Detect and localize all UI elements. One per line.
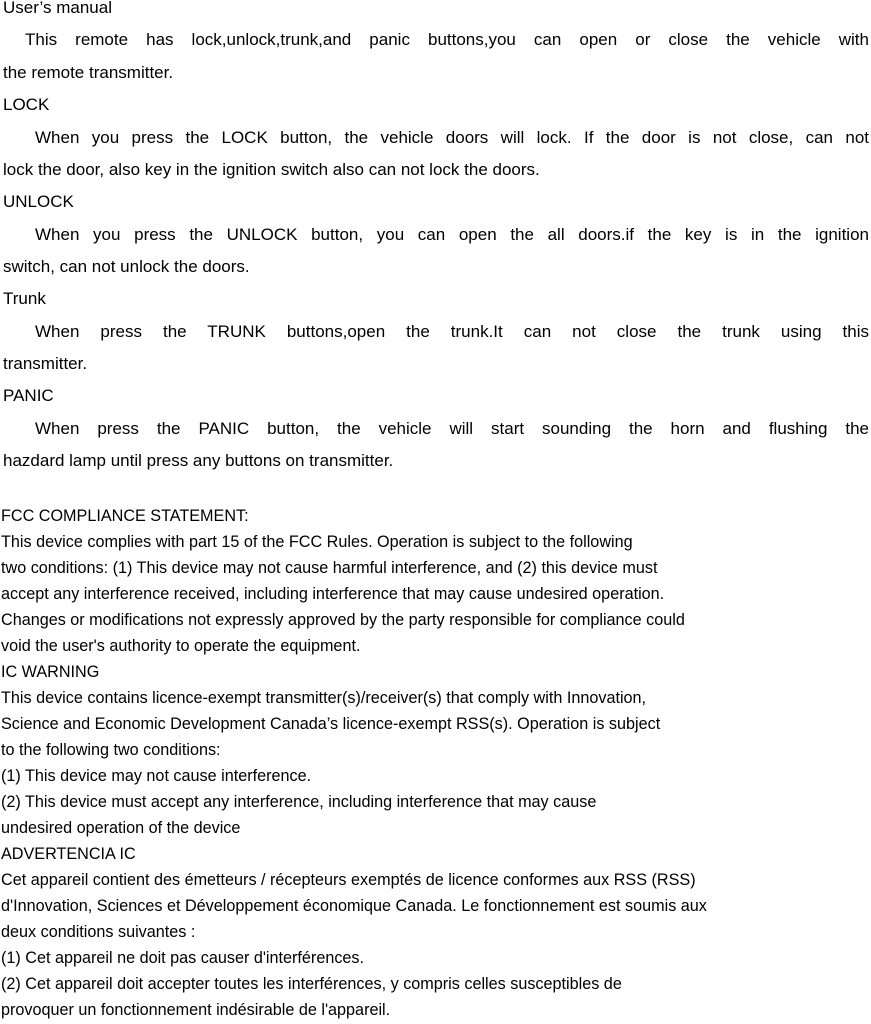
advertencia-text-line: d'Innovation, Sciences et Développement économique Canada. Le fonctionnement est soumis aux <box>1 897 707 915</box>
ic-text-line: undesired operation of the device <box>1 819 241 837</box>
unlock-heading: UNLOCK <box>3 192 74 211</box>
intro-text-line-2: the remote transmitter. <box>3 63 174 82</box>
fcc-text-line: Changes or modifications not expressly approved by the party responsible for compliance could <box>1 611 685 629</box>
panic-heading: PANIC <box>3 386 54 405</box>
advertencia-text-line: Cet appareil contient des émetteurs / récepteurs exemptés de licence conformes aux RSS (RSS) <box>1 871 696 889</box>
advertencia-ic-heading: ADVERTENCIA IC <box>1 845 136 863</box>
advertencia-text-line: (2) Cet appareil doit accepter toutes les interférences, y compris celles susceptibles de <box>1 975 622 993</box>
manual-title: User’s manual <box>3 0 112 17</box>
ic-text-line: This device contains licence-exempt transmitter(s)/receiver(s) that comply with Innovation, <box>1 689 647 707</box>
unlock-text-line-2: switch, can not unlock the doors. <box>3 257 250 276</box>
trunk-heading: Trunk <box>3 289 46 308</box>
unlock-text-line-1: When you press the UNLOCK button, you can open the all doors.if the key is in the ignition <box>35 225 869 244</box>
ic-text-line: to the following two conditions: <box>1 741 221 759</box>
trunk-text-line-2: transmitter. <box>3 354 88 373</box>
advertencia-text-line: (1) Cet appareil ne doit pas causer d'interférences. <box>1 949 365 967</box>
fcc-heading: FCC COMPLIANCE STATEMENT: <box>1 507 249 525</box>
fcc-text-line: This device complies with part 15 of the FCC Rules. Operation is subject to the following <box>1 533 633 551</box>
lock-text-line-1: When you press the LOCK button, the vehicle doors will lock. If the door is not close, can not <box>35 128 869 147</box>
ic-warning-heading: IC WARNING <box>1 663 100 681</box>
fcc-text-line: void the user's authority to operate the equipment. <box>1 637 361 655</box>
lock-heading: LOCK <box>3 95 50 114</box>
advertencia-text-line: provoquer un fonctionnement indésirable de l'appareil. <box>1 1001 391 1019</box>
panic-text-line-2: hazdard lamp until press any buttons on transmitter. <box>3 451 394 470</box>
ic-text-line: (1) This device may not cause interference. <box>1 767 312 785</box>
trunk-text-line-1: When press the TRUNK buttons,open the trunk.It can not close the trunk using this <box>35 322 869 341</box>
fcc-text-line: accept any interference received, including interference that may cause undesired operation. <box>1 585 665 603</box>
fcc-text-line: two conditions: (1) This device may not cause harmful interference, and (2) this device must <box>1 559 658 577</box>
panic-text-line-1: When press the PANIC button, the vehicle will start sounding the horn and flushing the <box>35 419 869 438</box>
lock-text-line-2: lock the door, also key in the ignition switch also can not lock the doors. <box>3 160 540 179</box>
intro-text-line-1: This remote has lock,unlock,trunk,and panic buttons,you can open or close the vehicle with <box>25 30 869 49</box>
ic-text-line: (2) This device must accept any interference, including interference that may cause <box>1 793 597 811</box>
advertencia-text-line: deux conditions suivantes : <box>1 923 196 941</box>
ic-text-line: Science and Economic Development Canada’s licence-exempt RSS(s). Operation is subject <box>1 715 661 733</box>
